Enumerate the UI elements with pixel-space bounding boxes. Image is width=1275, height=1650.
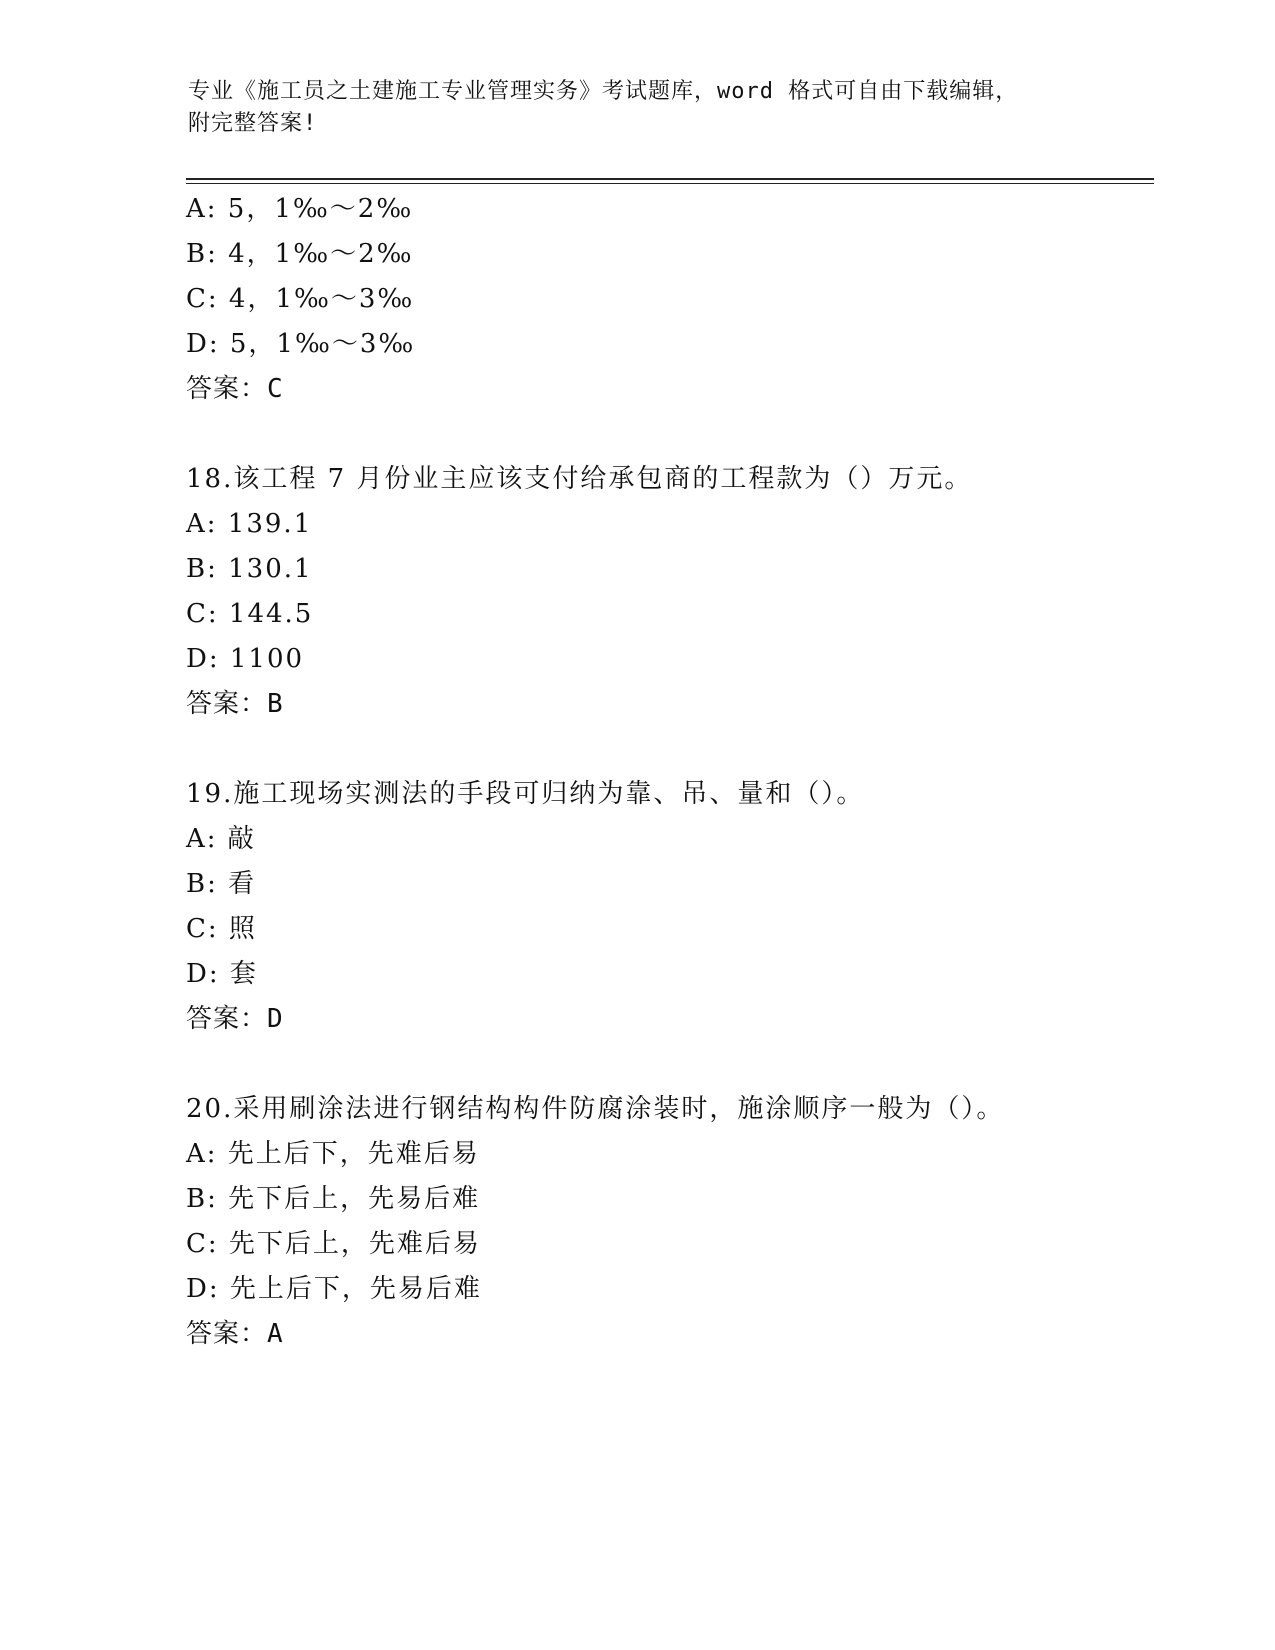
answer-label: 答案： [186, 1319, 268, 1349]
q17-option-c: C: 4，1‰～3‰ [186, 284, 415, 314]
q18-option-d: D: 1100 [186, 644, 305, 674]
q19-answer [186, 1004, 284, 1034]
answer-label: 答案： [186, 689, 268, 719]
q20-answer [186, 1319, 284, 1349]
q19-question: 19.施工现场实测法的手段可归纳为靠、吊、量和（）。 [186, 779, 865, 809]
header-divider-thin [186, 183, 1154, 184]
answer-value: C [267, 374, 284, 404]
q18-option-b: B: 130.1 [186, 554, 313, 584]
document-header [188, 76, 1088, 140]
q19-option-d: D: 套 [186, 959, 258, 989]
q19-option-b: B: 看 [186, 869, 257, 899]
answer-label: 答案： [186, 374, 268, 404]
q18-option-c: C: 144.5 [186, 599, 314, 629]
q20-question: 20.采用刷涂法进行钢结构构件防腐涂装时，施涂顺序一般为（）。 [186, 1094, 1005, 1124]
q20-option-d: D: 先上后下，先易后难 [186, 1274, 482, 1304]
q19-option-c: C: 照 [186, 914, 257, 944]
answer-value: A [267, 1319, 284, 1349]
header-divider-thick [186, 178, 1154, 180]
q17-answer [186, 374, 284, 404]
q18-question: 18.该工程 7 月份业主应该支付给承包商的工程款为（）万元。 [186, 464, 973, 494]
header-line-1: 专业《施工员之土建施工专业管理实务》考试题库，word 格式可自由下载编辑， [188, 79, 1019, 104]
q17-option-d: D: 5，1‰～3‰ [186, 329, 416, 359]
q20-option-a: A: 先上后下，先难后易 [186, 1139, 480, 1169]
answer-value: D [267, 1004, 284, 1034]
q19-option-a: A: 敲 [186, 824, 256, 854]
q17-option-b: B: 4，1‰～2‰ [186, 239, 414, 269]
header-line-2: 附完整答案! [188, 111, 318, 136]
q20-option-c: C: 先下后上，先难后易 [186, 1229, 481, 1259]
q18-answer [186, 689, 284, 719]
answer-value: B [267, 689, 284, 719]
answer-label: 答案： [186, 1004, 268, 1034]
q20-option-b: B: 先下后上，先易后难 [186, 1184, 481, 1214]
q18-option-a: A: 139.1 [186, 509, 313, 539]
q17-option-a: A: 5，1‰～2‰ [186, 194, 414, 224]
